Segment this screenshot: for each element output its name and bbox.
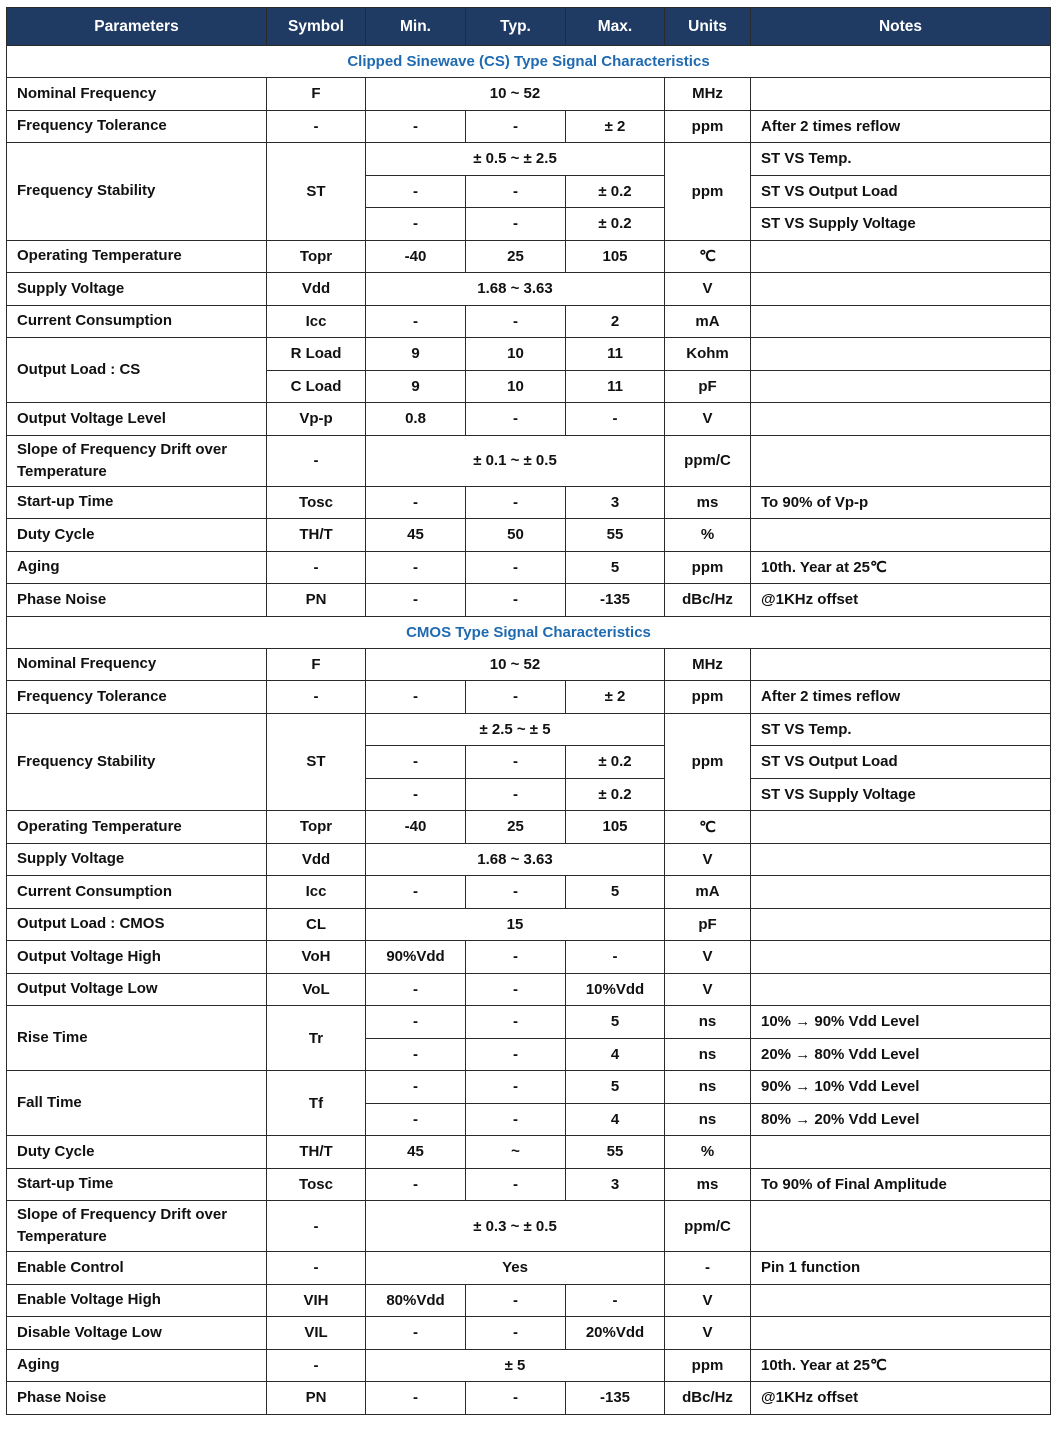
notes-cell [751, 811, 1051, 844]
symbol-cell: Vdd [267, 273, 366, 306]
notes-cell: 80% → 20% Vdd Level [751, 1103, 1051, 1136]
section-title-cs: Clipped Sinewave (CS) Type Signal Characteristics [7, 46, 1051, 78]
param-cell: Output Load : CMOS [7, 908, 267, 941]
symbol-cell: Topr [267, 240, 366, 273]
table-row [7, 908, 1051, 941]
symbol-cell: R Load [267, 338, 366, 371]
max-cell: 10%Vdd [566, 973, 665, 1006]
units-cell: pF [665, 908, 751, 941]
table-row [7, 1317, 1051, 1350]
units-cell: V [665, 843, 751, 876]
min-cell: 0.8 [366, 403, 466, 436]
notes-cell: Pin 1 function [751, 1252, 1051, 1285]
symbol-cell: Vp-p [267, 403, 366, 436]
spec-table [6, 7, 1051, 1415]
header-parameters: Parameters [7, 8, 267, 46]
symbol-cell: VoL [267, 973, 366, 1006]
notes-cell [751, 519, 1051, 552]
units-cell: MHz [665, 78, 751, 111]
table-row [7, 584, 1051, 617]
typ-cell: 50 [466, 519, 566, 552]
max-cell: ± 0.2 [566, 208, 665, 241]
param-cell: Start-up Time [7, 486, 267, 519]
units-cell: ppm [665, 713, 751, 811]
notes-cell: 10% → 90% Vdd Level [751, 1006, 1051, 1039]
table-row [7, 78, 1051, 111]
units-cell: ns [665, 1103, 751, 1136]
notes-cell: @1KHz offset [751, 584, 1051, 617]
table-row [7, 973, 1051, 1006]
max-cell: 20%Vdd [566, 1317, 665, 1350]
typ-cell: - [466, 941, 566, 974]
table-row [7, 811, 1051, 844]
symbol-cell: VoH [267, 941, 366, 974]
units-cell: dBc/Hz [665, 1382, 751, 1415]
param-cell: Output Voltage Low [7, 973, 267, 1006]
notes-cell [751, 370, 1051, 403]
header-min: Min. [366, 8, 466, 46]
param-cell: Nominal Frequency [7, 78, 267, 111]
max-cell: ± 0.2 [566, 778, 665, 811]
notes-cell: To 90% of Final Amplitude [751, 1168, 1051, 1201]
notes-cell [751, 908, 1051, 941]
range-cell: 15 [366, 908, 665, 941]
min-cell: - [366, 110, 466, 143]
param-cell: Disable Voltage Low [7, 1317, 267, 1350]
units-cell: % [665, 1136, 751, 1169]
notes-cell [751, 876, 1051, 909]
units-cell: ns [665, 1038, 751, 1071]
min-cell: - [366, 1006, 466, 1039]
units-cell: ℃ [665, 240, 751, 273]
symbol-cell: Icc [267, 876, 366, 909]
table-row [7, 143, 1051, 176]
param-cell: Frequency Stability [7, 713, 267, 811]
typ-cell: - [466, 973, 566, 1006]
param-cell: Duty Cycle [7, 519, 267, 552]
typ-cell: 25 [466, 811, 566, 844]
param-cell: Current Consumption [7, 876, 267, 909]
notes-cell [751, 941, 1051, 974]
min-cell: - [366, 973, 466, 1006]
units-cell: V [665, 403, 751, 436]
table-row [7, 681, 1051, 714]
param-cell: Phase Noise [7, 1382, 267, 1415]
units-cell: - [665, 1252, 751, 1285]
max-cell: 5 [566, 551, 665, 584]
range-cell: 1.68 ~ 3.63 [366, 273, 665, 306]
min-cell: - [366, 876, 466, 909]
notes-cell: 90% → 10% Vdd Level [751, 1071, 1051, 1104]
param-cell: Frequency Tolerance [7, 681, 267, 714]
typ-cell: ~ [466, 1136, 566, 1169]
typ-cell: 25 [466, 240, 566, 273]
symbol-cell: Tr [267, 1006, 366, 1071]
typ-cell: - [466, 1071, 566, 1104]
typ-cell: 10 [466, 370, 566, 403]
table-row [7, 843, 1051, 876]
symbol-cell: - [267, 1201, 366, 1252]
min-cell: - [366, 1103, 466, 1136]
typ-cell: - [466, 110, 566, 143]
typ-cell: - [466, 1006, 566, 1039]
notes-cell: ST VS Temp. [751, 713, 1051, 746]
param-cell: Enable Control [7, 1252, 267, 1285]
max-cell: - [566, 1284, 665, 1317]
notes-cell [751, 338, 1051, 371]
max-cell: 105 [566, 240, 665, 273]
max-cell: 5 [566, 876, 665, 909]
typ-cell: - [466, 1317, 566, 1350]
symbol-cell: - [267, 681, 366, 714]
table-row [7, 551, 1051, 584]
symbol-cell: F [267, 648, 366, 681]
notes-cell: ST VS Supply Voltage [751, 208, 1051, 241]
notes-cell [751, 1317, 1051, 1350]
range-cell: 10 ~ 52 [366, 648, 665, 681]
typ-cell: - [466, 778, 566, 811]
notes-cell [751, 78, 1051, 111]
notes-cell: 10th. Year at 25℃ [751, 1349, 1051, 1382]
units-cell: V [665, 1284, 751, 1317]
notes-cell: ST VS Supply Voltage [751, 778, 1051, 811]
symbol-cell: ST [267, 143, 366, 241]
table-row [7, 941, 1051, 974]
param-cell: Enable Voltage High [7, 1284, 267, 1317]
min-cell: 9 [366, 370, 466, 403]
symbol-cell: Tf [267, 1071, 366, 1136]
typ-cell: - [466, 403, 566, 436]
max-cell: ± 2 [566, 110, 665, 143]
param-cell: Phase Noise [7, 584, 267, 617]
max-cell: 2 [566, 305, 665, 338]
header-max: Max. [566, 8, 665, 46]
header-units: Units [665, 8, 751, 46]
param-cell: Output Load : CS [7, 338, 267, 403]
symbol-cell: ST [267, 713, 366, 811]
max-cell: - [566, 403, 665, 436]
symbol-cell: TH/T [267, 1136, 366, 1169]
units-cell: pF [665, 370, 751, 403]
units-cell: ppm/C [665, 435, 751, 486]
units-cell: ppm [665, 110, 751, 143]
typ-cell: - [466, 551, 566, 584]
symbol-cell: PN [267, 584, 366, 617]
param-cell: Operating Temperature [7, 240, 267, 273]
param-cell: Supply Voltage [7, 273, 267, 306]
min-cell: 45 [366, 519, 466, 552]
symbol-cell: - [267, 1252, 366, 1285]
range-cell: ± 0.3 ~ ± 0.5 [366, 1201, 665, 1252]
min-cell: - [366, 1038, 466, 1071]
units-cell: ns [665, 1071, 751, 1104]
typ-cell: - [466, 305, 566, 338]
typ-cell: - [466, 1038, 566, 1071]
typ-cell: - [466, 175, 566, 208]
units-cell: V [665, 273, 751, 306]
table-row [7, 648, 1051, 681]
param-cell: Supply Voltage [7, 843, 267, 876]
table-row [7, 713, 1051, 746]
param-cell: Frequency Tolerance [7, 110, 267, 143]
min-cell: - [366, 1071, 466, 1104]
symbol-cell: F [267, 78, 366, 111]
units-cell: ppm [665, 551, 751, 584]
notes-cell: After 2 times reflow [751, 681, 1051, 714]
notes-cell [751, 240, 1051, 273]
notes-cell: @1KHz offset [751, 1382, 1051, 1415]
min-cell: - [366, 486, 466, 519]
param-cell: Start-up Time [7, 1168, 267, 1201]
max-cell: -135 [566, 584, 665, 617]
table-row [7, 1252, 1051, 1285]
notes-cell [751, 403, 1051, 436]
param-cell: Operating Temperature [7, 811, 267, 844]
param-cell [7, 1201, 267, 1252]
min-cell: - [366, 208, 466, 241]
range-cell: ± 0.5 ~ ± 2.5 [366, 143, 665, 176]
notes-cell [751, 273, 1051, 306]
max-cell: 5 [566, 1071, 665, 1104]
units-cell: ns [665, 1006, 751, 1039]
table-row [7, 1201, 1051, 1252]
notes-cell [751, 305, 1051, 338]
min-cell: - [366, 681, 466, 714]
max-cell: ± 0.2 [566, 175, 665, 208]
table-row [7, 338, 1051, 371]
units-cell: V [665, 1317, 751, 1350]
min-cell: - [366, 305, 466, 338]
table-row [7, 435, 1051, 486]
range-cell: ± 0.1 ~ ± 0.5 [366, 435, 665, 486]
max-cell: 105 [566, 811, 665, 844]
range-cell: 10 ~ 52 [366, 78, 665, 111]
typ-cell: - [466, 1284, 566, 1317]
range-cell: ± 2.5 ~ ± 5 [366, 713, 665, 746]
param-cell: Output Voltage Level [7, 403, 267, 436]
units-cell: V [665, 973, 751, 1006]
param-cell: Aging [7, 1349, 267, 1382]
param-cell: Current Consumption [7, 305, 267, 338]
symbol-cell: VIL [267, 1317, 366, 1350]
max-cell: 3 [566, 486, 665, 519]
param-line: Temperature [17, 1228, 107, 1245]
typ-cell: - [466, 208, 566, 241]
param-cell: Rise Time [7, 1006, 267, 1071]
header-row [7, 8, 1051, 46]
param-cell: Fall Time [7, 1071, 267, 1136]
typ-cell: - [466, 1382, 566, 1415]
param-line: Slope of Frequency Drift over [17, 1206, 228, 1223]
notes-cell [751, 1201, 1051, 1252]
notes-cell [751, 1136, 1051, 1169]
notes-cell [751, 435, 1051, 486]
notes-cell [751, 973, 1051, 1006]
table-row [7, 519, 1051, 552]
units-cell: ppm/C [665, 1201, 751, 1252]
table-row [7, 486, 1051, 519]
min-cell: 45 [366, 1136, 466, 1169]
symbol-cell: Tosc [267, 1168, 366, 1201]
notes-cell: 20% → 80% Vdd Level [751, 1038, 1051, 1071]
max-cell: 4 [566, 1103, 665, 1136]
max-cell: -135 [566, 1382, 665, 1415]
typ-cell: - [466, 746, 566, 779]
min-cell: - [366, 746, 466, 779]
range-cell: 1.68 ~ 3.63 [366, 843, 665, 876]
section-row [7, 616, 1051, 648]
typ-cell: 10 [466, 338, 566, 371]
max-cell: - [566, 941, 665, 974]
max-cell: 5 [566, 1006, 665, 1039]
symbol-cell: C Load [267, 370, 366, 403]
table-row [7, 403, 1051, 436]
section-row [7, 46, 1051, 78]
units-cell: V [665, 941, 751, 974]
table-row [7, 273, 1051, 306]
symbol-cell: Tosc [267, 486, 366, 519]
param-line: Temperature [17, 462, 107, 480]
min-cell: - [366, 778, 466, 811]
max-cell: 11 [566, 338, 665, 371]
table-row [7, 1349, 1051, 1382]
units-cell: ppm [665, 681, 751, 714]
table-row [7, 1136, 1051, 1169]
symbol-cell: VIH [267, 1284, 366, 1317]
min-cell: - [366, 1382, 466, 1415]
table-row [7, 305, 1051, 338]
symbol-cell: - [267, 435, 366, 486]
table-row [7, 1071, 1051, 1104]
param-line: Slope of Frequency Drift over [17, 440, 228, 458]
units-cell: ms [665, 486, 751, 519]
param-cell: Duty Cycle [7, 1136, 267, 1169]
notes-cell: After 2 times reflow [751, 110, 1051, 143]
min-cell: - [366, 1317, 466, 1350]
max-cell: 4 [566, 1038, 665, 1071]
typ-cell: - [466, 876, 566, 909]
notes-cell: To 90% of Vp-p [751, 486, 1051, 519]
table-row [7, 1168, 1051, 1201]
table-row [7, 240, 1051, 273]
typ-cell: - [466, 486, 566, 519]
notes-cell: 10th. Year at 25℃ [751, 551, 1051, 584]
symbol-cell: Vdd [267, 843, 366, 876]
symbol-cell: - [267, 1349, 366, 1382]
header-symbol: Symbol [267, 8, 366, 46]
notes-cell: ST VS Output Load [751, 746, 1051, 779]
table-row [7, 1284, 1051, 1317]
max-cell: ± 2 [566, 681, 665, 714]
notes-cell: ST VS Output Load [751, 175, 1051, 208]
min-cell: - [366, 1168, 466, 1201]
min-cell: -40 [366, 240, 466, 273]
units-cell: ms [665, 1168, 751, 1201]
symbol-cell: - [267, 110, 366, 143]
notes-cell [751, 843, 1051, 876]
min-cell: - [366, 175, 466, 208]
header-notes: Notes [751, 8, 1051, 46]
typ-cell: - [466, 1168, 566, 1201]
max-cell: 3 [566, 1168, 665, 1201]
typ-cell: - [466, 584, 566, 617]
max-cell: 55 [566, 1136, 665, 1169]
table-row [7, 1382, 1051, 1415]
units-cell: dBc/Hz [665, 584, 751, 617]
units-cell: % [665, 519, 751, 552]
max-cell: 11 [566, 370, 665, 403]
param-cell: Output Voltage High [7, 941, 267, 974]
param-cell: Aging [7, 551, 267, 584]
header-typ: Typ. [466, 8, 566, 46]
notes-cell: ST VS Temp. [751, 143, 1051, 176]
min-cell: 80%Vdd [366, 1284, 466, 1317]
range-cell: ± 5 [366, 1349, 665, 1382]
symbol-cell: TH/T [267, 519, 366, 552]
symbol-cell: - [267, 551, 366, 584]
section-title-cmos: CMOS Type Signal Characteristics [7, 616, 1051, 648]
param-cell [7, 435, 267, 486]
min-cell: - [366, 584, 466, 617]
symbol-cell: CL [267, 908, 366, 941]
units-cell: mA [665, 305, 751, 338]
max-cell: 55 [566, 519, 665, 552]
param-cell: Frequency Stability [7, 143, 267, 241]
table-row [7, 110, 1051, 143]
units-cell: ℃ [665, 811, 751, 844]
min-cell: 90%Vdd [366, 941, 466, 974]
max-cell: ± 0.2 [566, 746, 665, 779]
units-cell: Kohm [665, 338, 751, 371]
units-cell: mA [665, 876, 751, 909]
param-cell: Nominal Frequency [7, 648, 267, 681]
units-cell: ppm [665, 143, 751, 241]
min-cell: -40 [366, 811, 466, 844]
symbol-cell: Topr [267, 811, 366, 844]
units-cell: MHz [665, 648, 751, 681]
typ-cell: - [466, 681, 566, 714]
symbol-cell: Icc [267, 305, 366, 338]
min-cell: - [366, 551, 466, 584]
range-cell: Yes [366, 1252, 665, 1285]
units-cell: ppm [665, 1349, 751, 1382]
notes-cell [751, 648, 1051, 681]
symbol-cell: PN [267, 1382, 366, 1415]
typ-cell: - [466, 1103, 566, 1136]
min-cell: 9 [366, 338, 466, 371]
notes-cell [751, 1284, 1051, 1317]
table-row [7, 876, 1051, 909]
table-row [7, 1006, 1051, 1039]
